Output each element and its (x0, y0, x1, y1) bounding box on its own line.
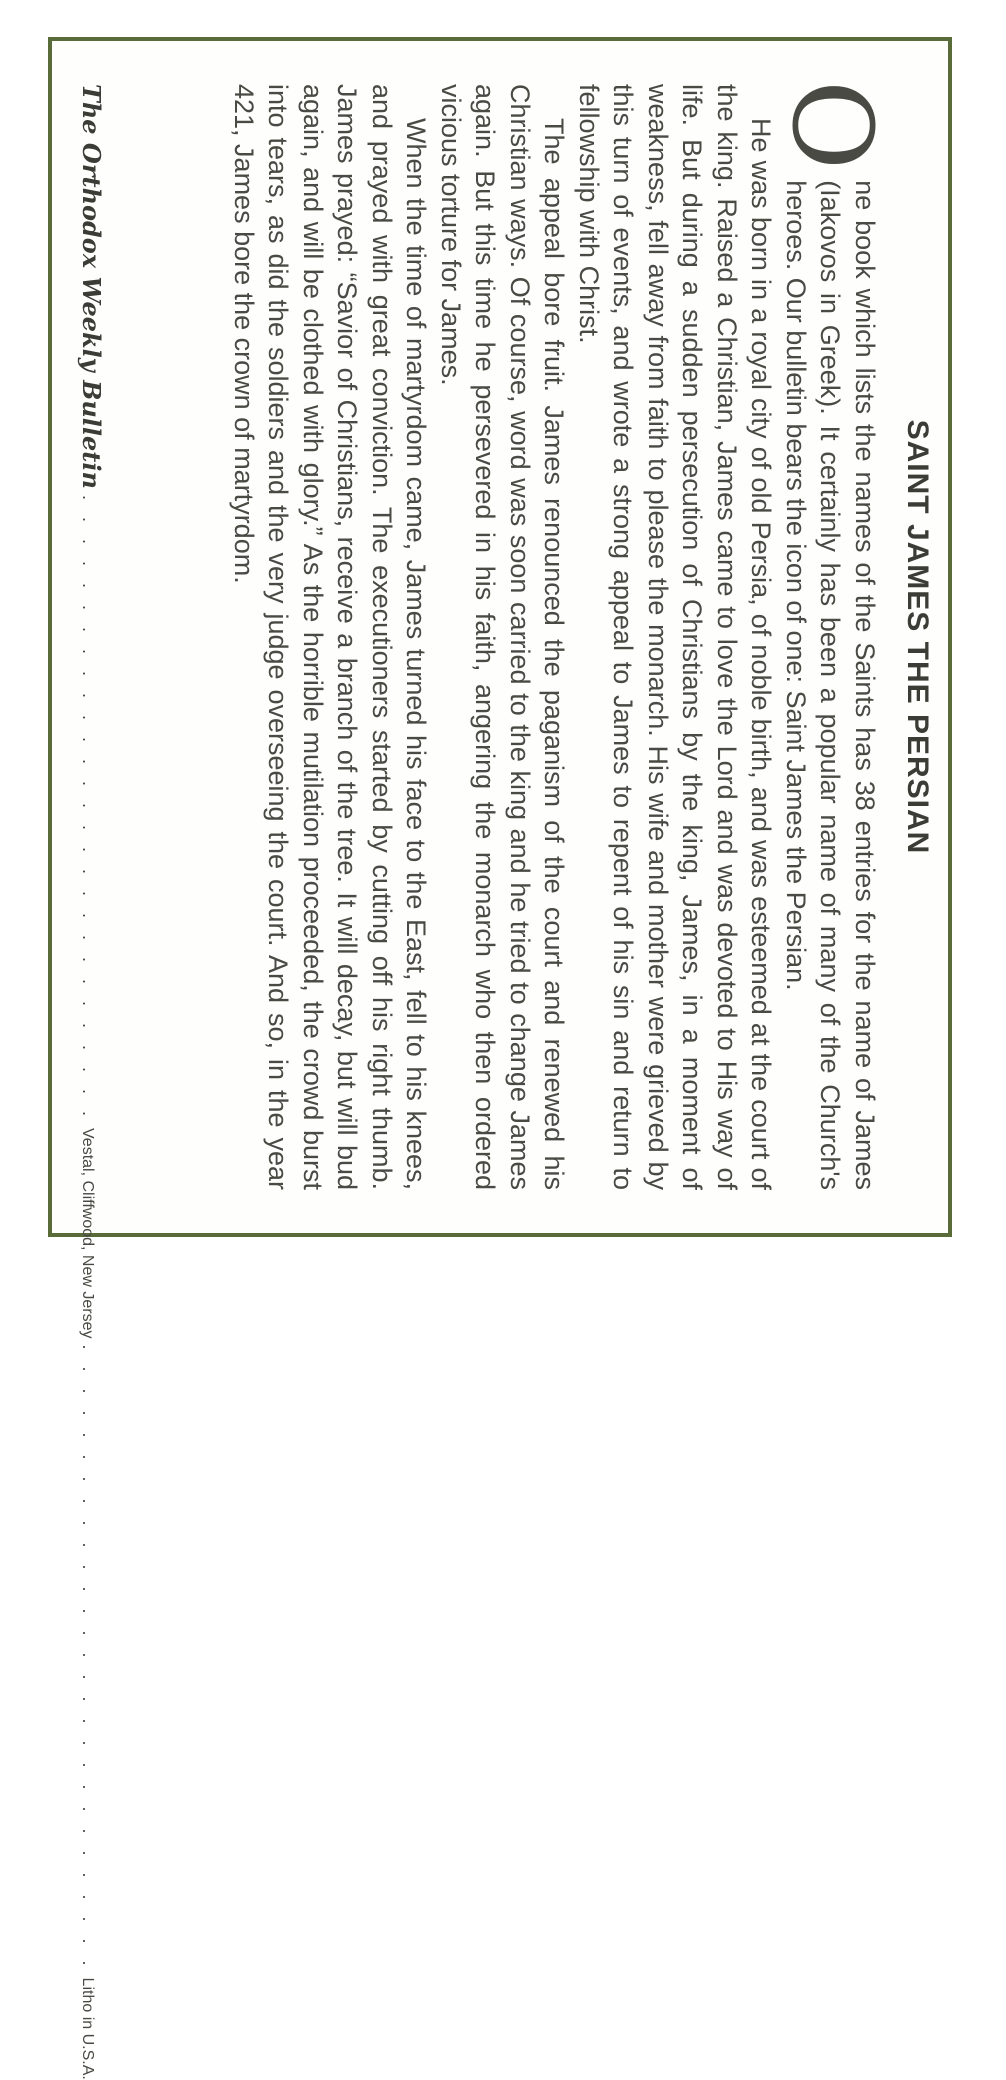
drop-cap: O (768, 80, 896, 171)
footer-location: Vestal, Cliffwood, New Jersey (79, 1128, 96, 1339)
paragraph-1 (768, 80, 896, 1190)
publication-brand: The Orthodox Weekly Bulletin (77, 84, 106, 489)
paragraph-2: He was born in a royal city of old Persia, of noble birth, and was esteemed at the court of the king. Raised a Christian, James came to love the Lord and was devoted to His way of life. But during a sudden persecution of Christians by the king, James, in a moment of weakness, fell away from faith to please the monarch. His wife and mother were grieved by this turn of events, and wrote a strong appeal to James to repent of his sin and return to fellowship with Christ. (574, 84, 777, 1190)
bulletin-content (54, 42, 944, 2080)
footer-printer: Litho in U.S.A. (79, 1977, 96, 2080)
paragraph-1-text: ne book which lists the names of the Saints has 38 entries for the name of James (Iakovos in Greek). It certainly has been a popular name of many of the Church's heroes. Our bulletin bears the icon of one: Saint James the Persian. (781, 180, 880, 1190)
footer-dots-leader: . . . . . . . . . . . . . . . . . . . . . . . . . . . . . (79, 494, 99, 1123)
article-body (227, 80, 896, 1190)
paragraph-4: When the time of martyrdom came, James turned his face to the East, fell to his knees, and prayed with great conviction. The executioners started by cutting off his right thumb. James prayed: “Savior of Christians, receive a branch of the tree. It will decay, but will bud again, and will be clothed with glory.” As the horrible mutilation proceeded, the crowd burst into tears, as did the soldiers and the very judge overseeing the court. And so, in the year 421, James bore the crown of martyrdom. (229, 84, 432, 1190)
footer (66, 84, 106, 2080)
page-title: SAINT JAMES THE PERSIAN (901, 419, 934, 855)
footer-dots-leader: . . . . . . . . . . . . . . . . . . . . . . . . . . . . . (79, 1344, 99, 1972)
paragraph-3: The appeal bore fruit. James renounced the paganism of the court and renewed his Christian ways. Of course, word was soon carried to the king and he tried to change James again. But this time he persevered in his faith, angering the monarch who then ordered vicious torture for James. (436, 84, 570, 1190)
